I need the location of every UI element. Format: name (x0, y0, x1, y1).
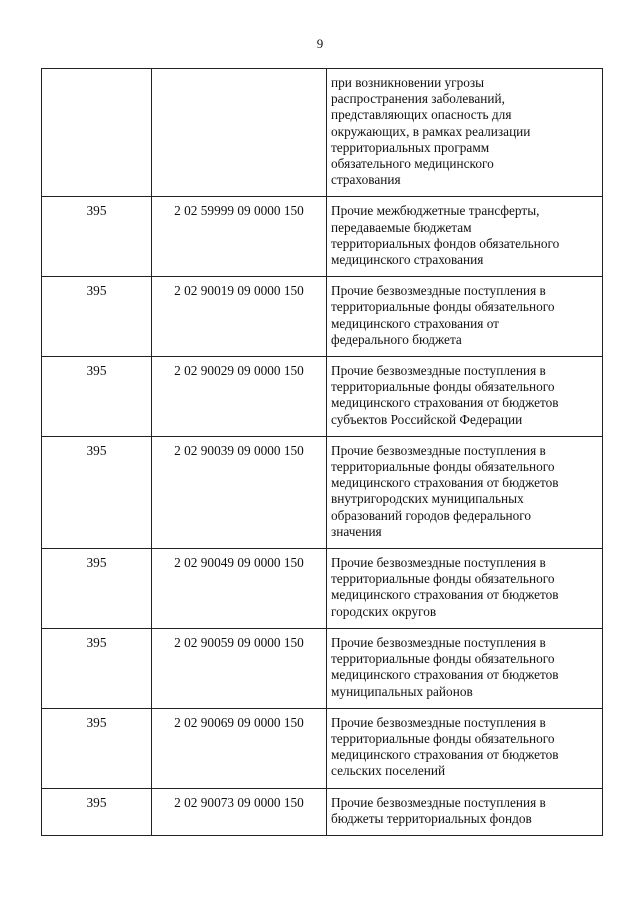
table-row (42, 197, 603, 277)
description-line: распространения заболеваний, (331, 91, 505, 107)
description-line: обязательного медицинского (331, 156, 494, 172)
admin-code-cell: 395 (42, 436, 152, 548)
description-line: сельских поселений (331, 763, 446, 779)
admin-code-cell: 395 (42, 628, 152, 708)
description-line: федерального бюджета (331, 331, 462, 347)
budget-code-cell: 2 02 90059 09 0000 150 (152, 628, 327, 708)
description-line: Прочие безвозмездные поступления в (331, 442, 546, 458)
table-row (42, 708, 603, 788)
table-row (42, 357, 603, 437)
description-line: Прочие безвозмездные поступления в (331, 714, 546, 730)
description-line: муниципальных районов (331, 683, 473, 699)
description-line: Прочие безвозмездные поступления в (331, 555, 546, 571)
table-body (42, 69, 603, 836)
admin-code-cell: 395 (42, 708, 152, 788)
budget-code-cell: 2 02 90049 09 0000 150 (152, 549, 327, 629)
description-line: медицинского страхования от бюджетов (331, 667, 559, 683)
table-row (42, 549, 603, 629)
description-line: медицинского страхования от бюджетов (331, 395, 559, 411)
budget-classification-table (41, 68, 603, 836)
description-line: медицинского страхования от (331, 315, 499, 331)
description-line: образований городов федерального (331, 507, 532, 523)
budget-code-cell: 2 02 90069 09 0000 150 (152, 708, 327, 788)
table-row (42, 69, 603, 197)
admin-code-cell (42, 69, 152, 197)
description-line: представляющих опасность для (331, 107, 512, 123)
admin-code-cell: 395 (42, 277, 152, 357)
budget-code-cell: 2 02 90073 09 0000 150 (152, 788, 327, 835)
description-line: территориальные фонды обязательного (331, 651, 555, 667)
description-line: Прочие безвозмездные поступления в (331, 283, 546, 299)
description-line: внутригородских муниципальных (331, 491, 524, 507)
income-description-cell (327, 628, 603, 708)
description-line: субъектов Российской Федерации (331, 411, 523, 427)
table-row (42, 788, 603, 835)
description-line: страхования (331, 172, 401, 188)
description-line: территориальные фонды обязательного (331, 299, 555, 315)
table-row (42, 277, 603, 357)
income-description-cell (327, 788, 603, 835)
table-row (42, 628, 603, 708)
description-line: территориальные фонды обязательного (331, 459, 555, 475)
description-line: территориальных программ (331, 139, 490, 155)
admin-code-cell: 395 (42, 549, 152, 629)
description-line: медицинского страхования от бюджетов (331, 587, 559, 603)
admin-code-cell: 395 (42, 357, 152, 437)
description-line: территориальные фонды обязательного (331, 379, 555, 395)
table-row (42, 436, 603, 548)
description-line: бюджеты территориальных фондов (331, 810, 532, 826)
income-description-cell (327, 436, 603, 548)
income-description-cell (327, 69, 603, 197)
description-line: медицинского страхования от бюджетов (331, 747, 559, 763)
description-line: Прочие безвозмездные поступления в (331, 363, 546, 379)
income-description-cell (327, 277, 603, 357)
description-line: Прочие безвозмездные поступления в (331, 794, 546, 810)
description-line: Прочие безвозмездные поступления в (331, 634, 546, 650)
description-line: территориальные фонды обязательного (331, 571, 555, 587)
income-description-cell (327, 708, 603, 788)
description-line: медицинского страхования (331, 252, 484, 268)
description-line: городских округов (331, 603, 437, 619)
description-line: территориальных фондов обязательного (331, 235, 560, 251)
income-description-cell (327, 357, 603, 437)
budget-code-cell: 2 02 59999 09 0000 150 (152, 197, 327, 277)
description-line: значения (331, 523, 382, 539)
income-description-cell (327, 197, 603, 277)
admin-code-cell: 395 (42, 197, 152, 277)
budget-code-cell (152, 69, 327, 197)
description-line: передаваемые бюджетам (331, 219, 472, 235)
description-line: окружающих, в рамках реализации (331, 123, 531, 139)
page-number: 9 (316, 36, 324, 51)
description-line: Прочие межбюджетные трансферты, (331, 203, 540, 219)
income-description-cell (327, 549, 603, 629)
admin-code-cell: 395 (42, 788, 152, 835)
description-line: при возникновении угрозы (331, 75, 485, 90)
description-line: медицинского страхования от бюджетов (331, 475, 559, 491)
budget-code-cell: 2 02 90019 09 0000 150 (152, 277, 327, 357)
budget-code-cell: 2 02 90029 09 0000 150 (152, 357, 327, 437)
description-line: территориальные фонды обязательного (331, 730, 555, 746)
budget-code-cell: 2 02 90039 09 0000 150 (152, 436, 327, 548)
